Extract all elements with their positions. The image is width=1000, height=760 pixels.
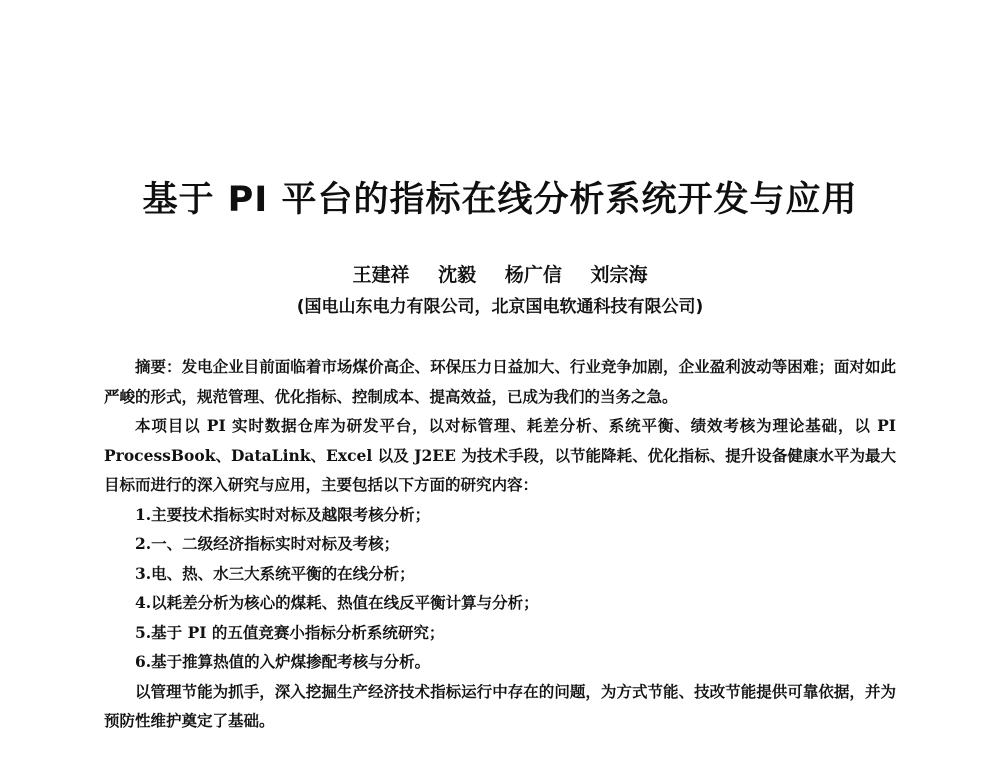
- list-item: 4.以耗差分析为核心的煤耗、热值在线反平衡计算与分析；: [135, 593, 539, 612]
- author-name: 沈毅: [438, 264, 477, 286]
- abstract-text: 发电企业目前面临着市场煤价高企、环保压力日益加大、行业竞争加剧，企业盈利波动等困难；面对如此严峻的形式，规范管理、优化指标、控制成本、提高效益，已成为我们的当务之急。: [104, 357, 896, 406]
- list-item: 5.基于 PI 的五值竞赛小指标分析系统研究；: [135, 622, 445, 642]
- list-item: 6.基于推算热值的入炉煤掺配考核与分析。: [135, 652, 431, 671]
- list-item: 3.电、热、水三大系统平衡的在线分析；: [135, 563, 415, 583]
- list-item: 2.一、二级经济指标实时对标及考核；: [135, 534, 400, 553]
- abstract-label: 摘要：: [135, 357, 182, 376]
- author-name: 刘宗海: [590, 264, 648, 286]
- list-item: 1.主要技术指标实时对标及越限考核分析；: [135, 504, 431, 524]
- author-name: 王建祥: [352, 264, 410, 286]
- author-affiliation: (国电山东电力有限公司，北京国电软通科技有限公司): [296, 297, 704, 317]
- paper-title: 基于 PI 平台的指标在线分析系统开发与应用: [142, 180, 858, 220]
- body-paragraph: 以管理节能为抓手，深入挖掘生产经济技术指标运行中存在的问题，为方式节能、技改节能提供可靠依据，并为预防性维护奠定了基础。: [104, 681, 896, 730]
- abstract-paragraph: [104, 352, 896, 411]
- abstract-body: [104, 352, 896, 736]
- body-paragraph: 本项目以 PI 实时数据仓库为研发平台，以对标管理、耗差分析、系统平衡、绩效考核为理论基础，以 PI ProcessBook、DataLink、Excel 以及 J2EE 为技术手段，以节能降耗、优化指标、提升设备健康水平为最大目标而进行的深入研究与应用，主要包括以下方面的研究内容：: [104, 416, 896, 494]
- author-list: [0, 260, 1000, 287]
- author-name: 杨广信: [504, 264, 562, 286]
